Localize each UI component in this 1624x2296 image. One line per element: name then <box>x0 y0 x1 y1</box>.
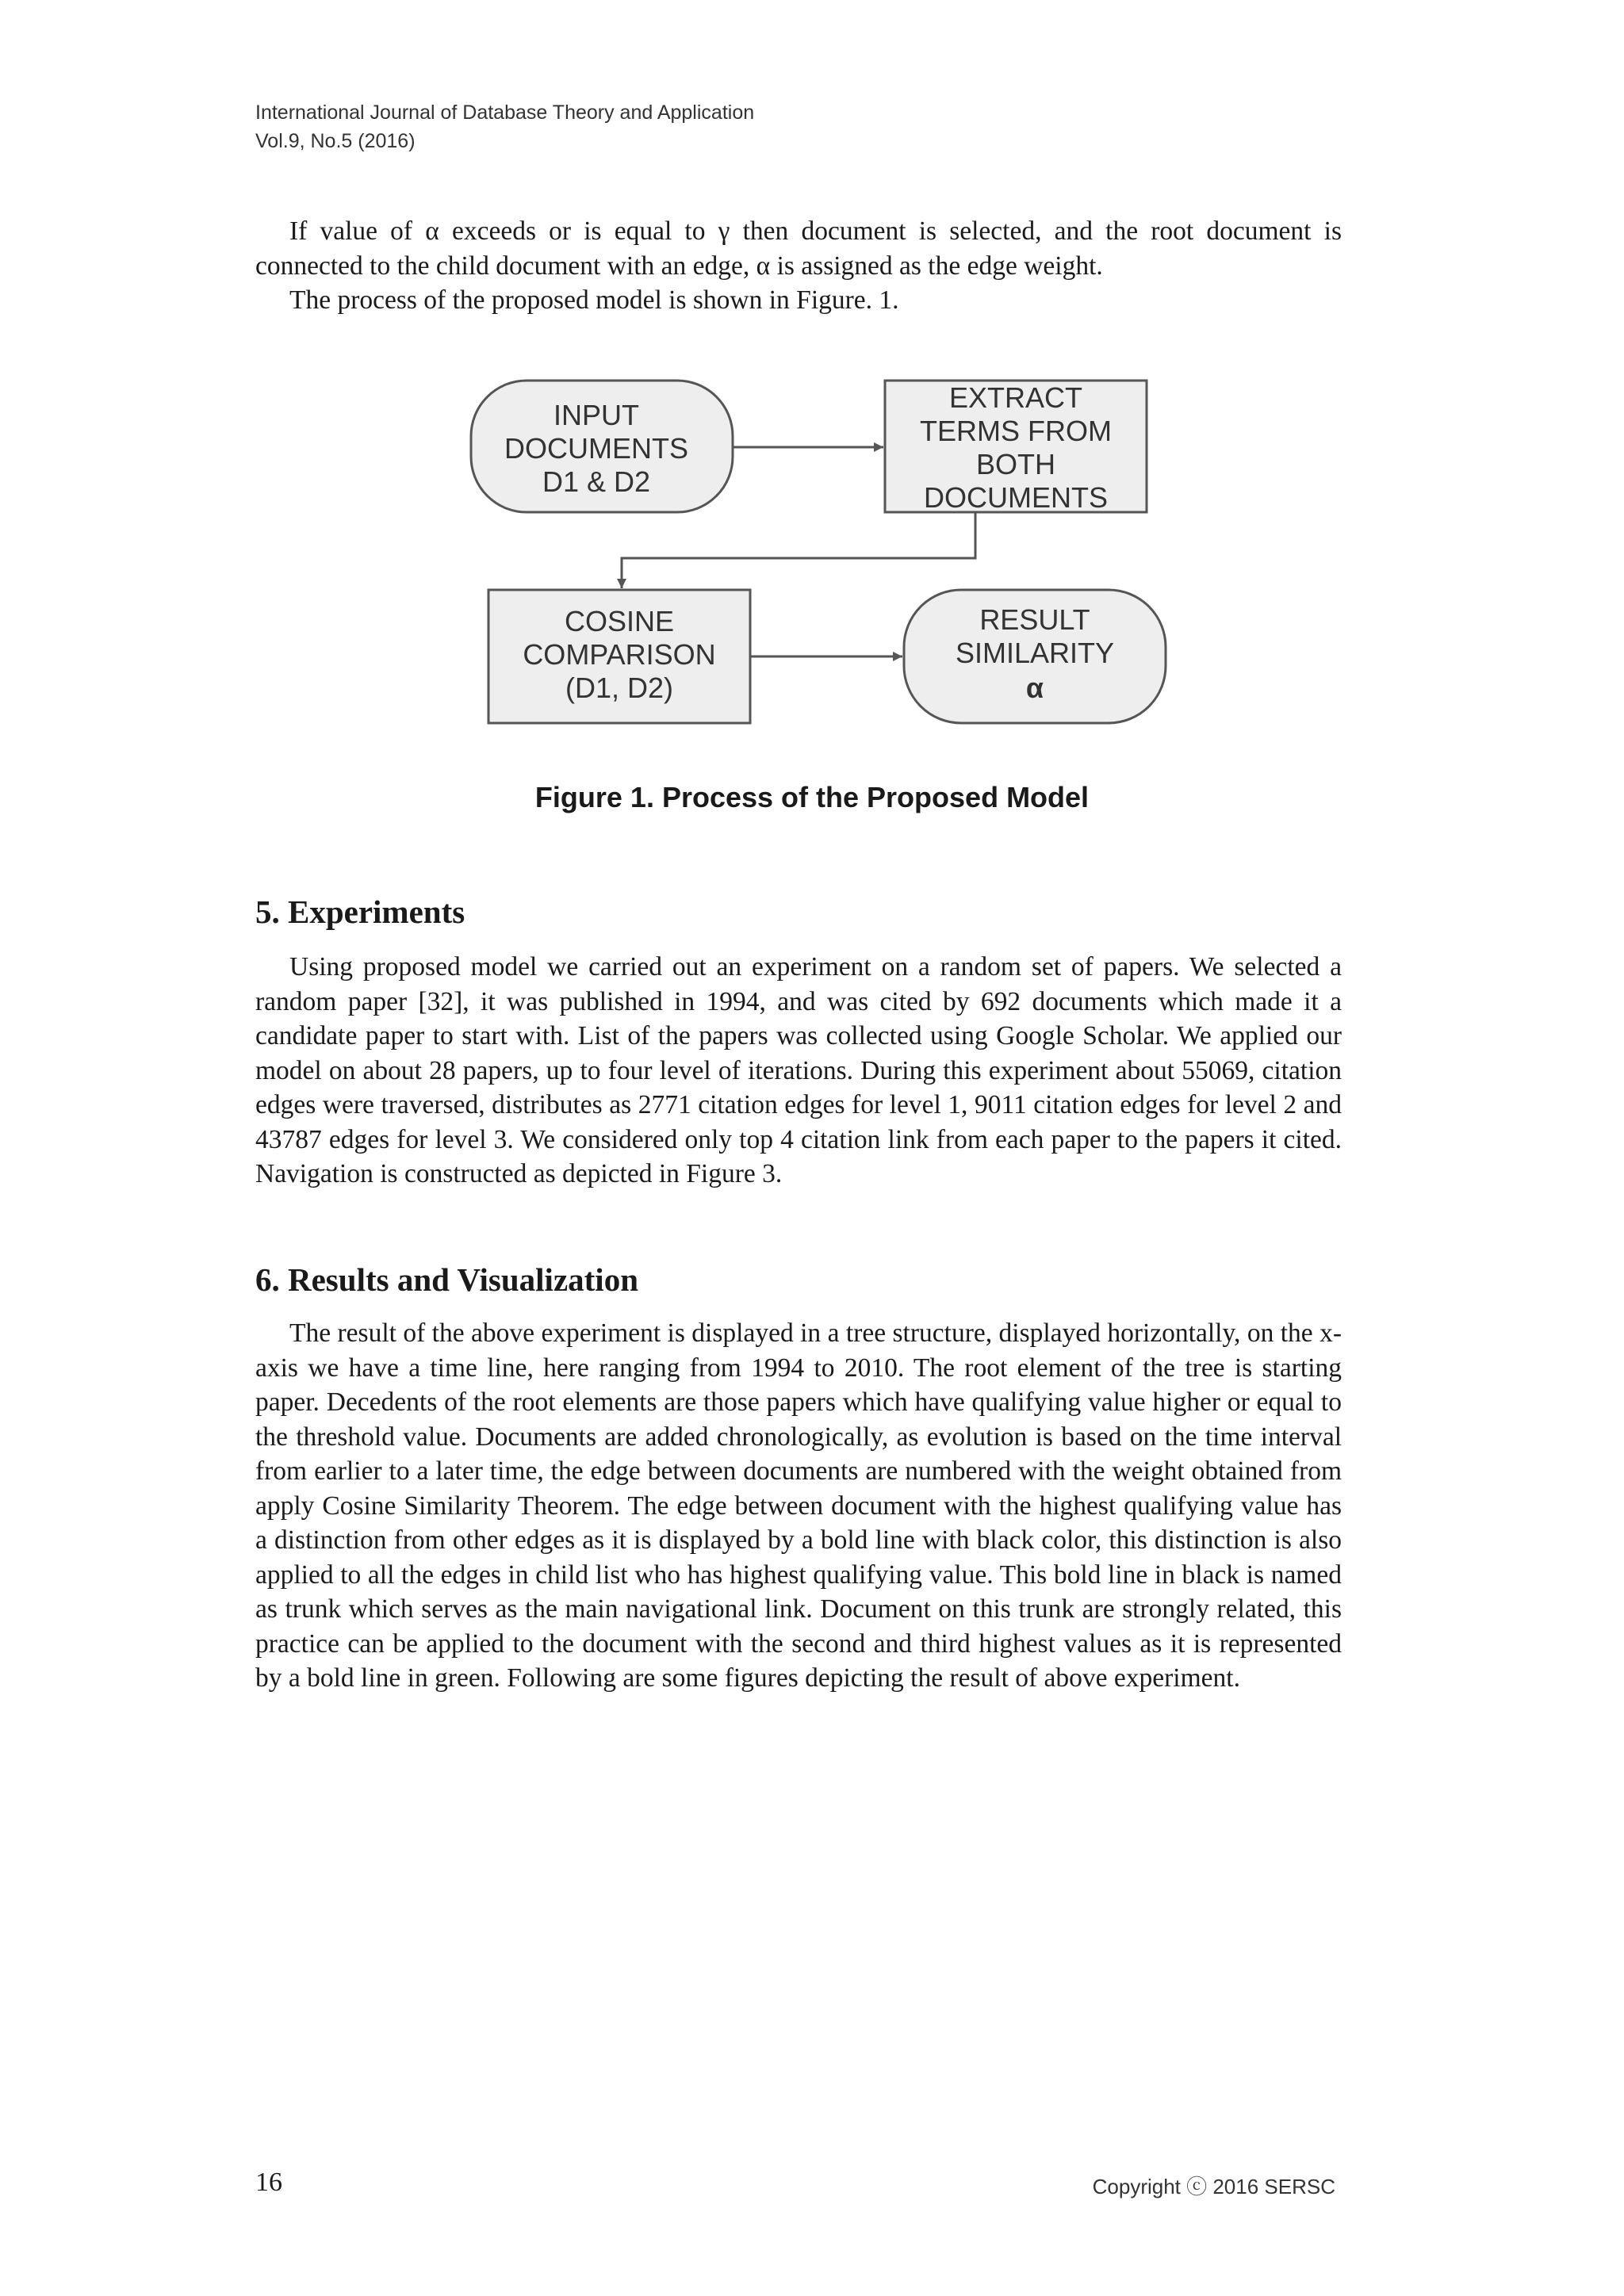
input-node-line-2: DOCUMENTS <box>504 432 688 465</box>
process-flow-diagram <box>460 365 1174 737</box>
cosine-node-line-2: COMPARISON <box>523 638 716 671</box>
copyright-notice: Copyright ⓒ 2016 SERSC <box>1092 2175 1335 2198</box>
running-header <box>255 98 754 155</box>
result-node-line-1: RESULT <box>979 603 1090 636</box>
volume-info: Vol.9, No.5 (2016) <box>255 130 416 152</box>
extract-node-line-2: TERMS FROM <box>920 415 1112 447</box>
intro-paragraph-2: The process of the proposed model is shown in Figure. 1. <box>289 285 899 315</box>
input-node-line-3: D1 & D2 <box>542 465 651 498</box>
journal-name: International Journal of Database Theory and Application <box>255 101 755 124</box>
extract-node-line-1: EXTRACT <box>948 381 1083 414</box>
result-node-line-2: SIMILARITY <box>955 637 1115 669</box>
section-heading-results: 6. Results and Visualization <box>255 1261 638 1298</box>
extract-node-line-3: BOTH <box>975 448 1056 480</box>
results-paragraph: The result of the above experiment is displayed in a tree structure, displayed horizontally, on the x-axis we have a time line, here ranging from 1994 to 2010. The root element of the tree is starting paper. Decedents of the root elements are those papers which have qualifying value higher or equal to the threshold value. Documents are added chronologically, as evolution is based on the time interval from earlier to a later time, the edge between documents are numbered with the weight obtained from apply Cosine Similarity Theorem. The edge between document with the highest qualifying value has a distinction from other edges as it is displayed by a bold line with black color, this distinction is also applied to all the edges in child list who has highest qualifying value. This bold line in black is named as trunk which serves as the main navigational link. Document on this trunk are strongly related, this practice can be applied to the document with the second and third highest values as it is represented by a bold line in green. Following are some figures depicting the result of above experiment. <box>255 1318 1342 1693</box>
intro-paragraph-1: If value of α exceeds or is equal to γ then document is selected, and the root document is connected to the child document with an edge, α is assigned as the edge weight. <box>255 216 1342 281</box>
figure-caption: Figure 1. Process of the Proposed Model <box>534 781 1090 813</box>
section-heading-experiments: 5. Experiments <box>255 894 465 930</box>
cosine-node-line-3: (D1, D2) <box>565 672 674 704</box>
cosine-node-line-1: COSINE <box>564 605 675 637</box>
extract-node-line-4: DOCUMENTS <box>924 481 1108 514</box>
input-node-line-1: INPUT <box>553 399 639 431</box>
experiments-paragraph: Using proposed model we carried out an experiment on a random set of papers. We selected a random paper [32], it was published in 1994, and was cited by 692 documents which made it a candidate paper to start with. List of the papers was collected using Google Scholar. We applied our model on about 28 papers, up to four level of iterations. During this experiment about 55069, citation edges were traversed, distributes as 2771 citation edges for level 1, 9011 citation edges for level 2 and 43787 edges for level 3. We considered only top 4 citation link from each paper to the papers it cited. Navigation is constructed as depicted in Figure 3. <box>255 952 1342 1188</box>
arrow-extract-to-cosine <box>622 512 975 588</box>
result-node-line-3: α <box>1025 672 1044 704</box>
page-number: 16 <box>255 2168 282 2197</box>
